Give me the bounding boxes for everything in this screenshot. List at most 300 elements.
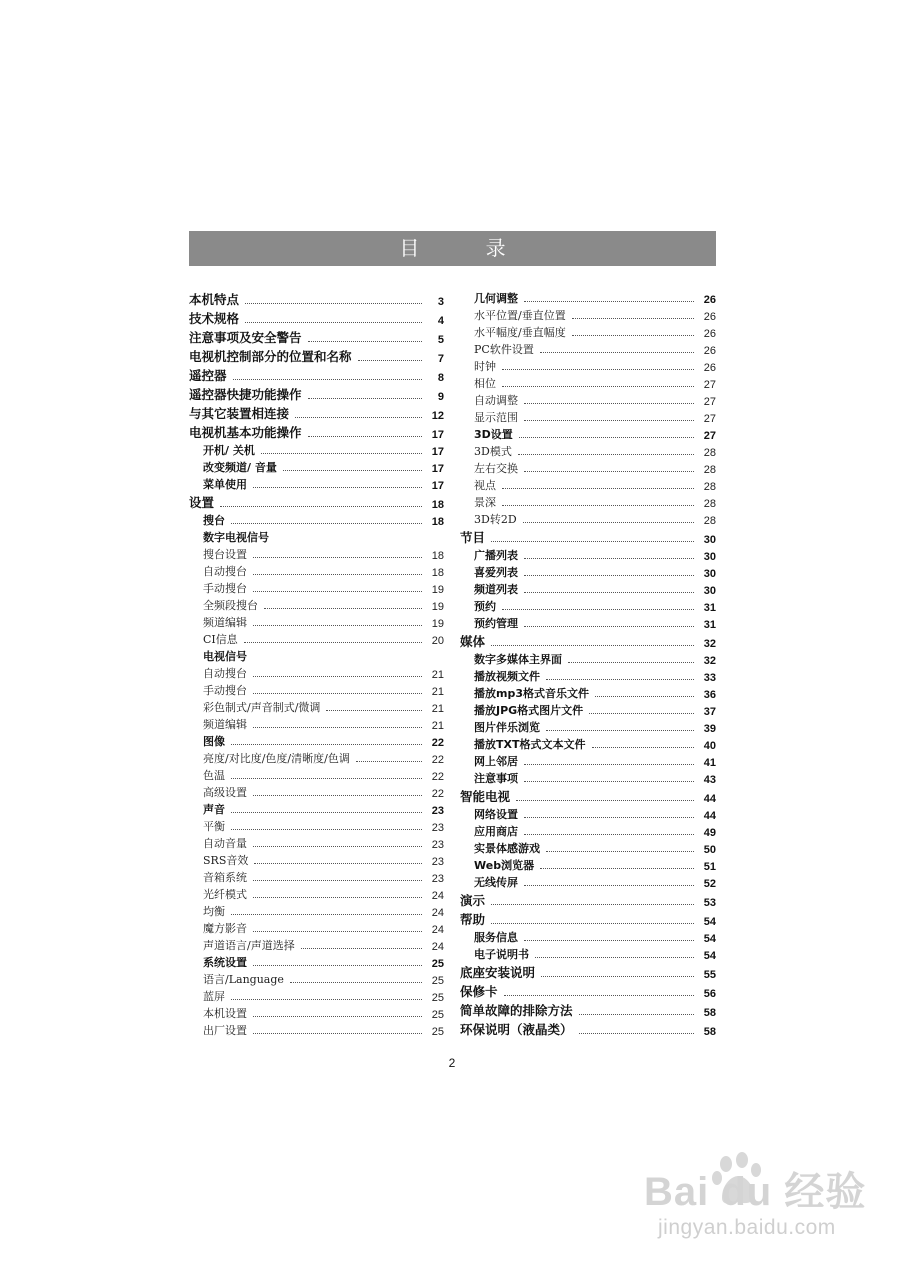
toc-leader-dots: [253, 964, 422, 966]
toc-entry-page: 44: [703, 793, 716, 805]
toc-entry: [189, 630, 444, 647]
toc-entry: [460, 340, 716, 357]
toc-leader-dots: [253, 845, 422, 847]
toc-entry-page: 43: [703, 774, 716, 786]
toc-entry-page: 23: [431, 822, 444, 834]
toc-entry-label: 播放视频文件: [474, 670, 540, 683]
toc-entry-page: 20: [431, 635, 444, 647]
toc-entry-label: 播放JPG格式图片文件: [474, 704, 584, 717]
toc-entry: [460, 459, 716, 476]
toc-entry-page: 32: [703, 655, 716, 667]
toc-entry: [189, 902, 444, 919]
toc-leader-dots: [301, 947, 422, 949]
toc-leader-dots: [308, 435, 422, 437]
toc-entry-label: 开机/ 关机: [203, 444, 255, 457]
toc-entry-label: 搜台: [203, 514, 225, 527]
toc-entry-page: 41: [703, 757, 716, 769]
toc-entry-page: 30: [703, 568, 716, 580]
toc-entry-label: CI信息: [203, 633, 238, 646]
toc-entry: [460, 493, 716, 510]
toc-entry: [189, 308, 444, 327]
toc-entry-page: 4: [437, 315, 444, 327]
toc-entry: [189, 783, 444, 800]
toc-leader-dots: [245, 321, 422, 323]
toc-entry: [189, 365, 444, 384]
toc-entry-label: 均衡: [203, 905, 225, 918]
toc-entry: [189, 613, 444, 630]
toc-entry: [460, 786, 716, 805]
toc-leader-dots: [572, 334, 694, 336]
toc-entry: [460, 614, 716, 631]
toc-entry: [460, 408, 716, 425]
toc-entry: [460, 822, 716, 839]
toc-entry-label: 电视机基本功能操作: [189, 425, 302, 440]
toc-leader-dots: [541, 975, 694, 977]
toc-entry-page: 5: [437, 334, 444, 346]
toc-leader-dots: [253, 1032, 422, 1034]
toc-leader-dots: [524, 574, 694, 576]
toc-entry-page: 23: [431, 839, 444, 851]
toc-leader-dots: [524, 884, 694, 886]
toc-entry-page: 55: [703, 969, 716, 981]
toc-entry-page: 21: [431, 703, 444, 715]
toc-entry-page: 23: [431, 805, 444, 817]
toc-entry-page: 31: [703, 602, 716, 614]
toc-entry: [460, 476, 716, 493]
toc-entry-label: 频道编辑: [203, 718, 247, 731]
toc-entry: [189, 475, 444, 492]
toc-entry-page: 54: [703, 933, 716, 945]
toc-entry-label: 本机特点: [189, 292, 240, 307]
toc-entry: [189, 681, 444, 698]
toc-entry-page: 23: [431, 873, 444, 885]
toc-entry: [189, 953, 444, 970]
toc-entry-page: 22: [431, 754, 444, 766]
toc-entry: [460, 289, 716, 306]
toc-leader-dots: [502, 368, 694, 370]
toc-entry-label: 环保说明（液晶类）: [460, 1022, 573, 1037]
toc-entry-label: 水平幅度/垂直幅度: [474, 326, 566, 339]
toc-leader-dots: [253, 624, 422, 626]
toc-entry-label: 注意事项: [474, 772, 518, 785]
toc-entry: [189, 987, 444, 1004]
toc-entry-label: 左右交换: [474, 462, 518, 475]
toc-entry-label: 保修卡: [460, 984, 498, 999]
toc-entry-label: 声道语言/声道选择: [203, 939, 295, 952]
toc-entry-label: 声音: [203, 803, 225, 816]
toc-entry-label: 网上邻居: [474, 755, 518, 768]
toc-entry: [189, 715, 444, 732]
toc-leader-dots: [491, 644, 694, 646]
toc-entry-page: 22: [431, 788, 444, 800]
toc-entry-page: 28: [703, 447, 716, 459]
toc-leader-dots: [491, 903, 694, 905]
toc-entry-label: 预约管理: [474, 617, 518, 630]
toc-leader-dots: [231, 811, 422, 813]
toc-entry-page: 49: [703, 827, 716, 839]
toc-leader-dots: [253, 659, 422, 660]
toc-entry: [460, 597, 716, 614]
toc-leader-dots: [524, 780, 694, 782]
toc-entry: [460, 684, 716, 701]
toc-entry-page: 30: [703, 551, 716, 563]
toc-entry: [189, 1021, 444, 1038]
toc-leader-dots: [290, 981, 422, 983]
toc-entry-label: 数字电视信号: [203, 531, 269, 544]
toc-leader-dots: [535, 956, 694, 958]
toc-entry: [460, 357, 716, 374]
toc-entry: [460, 306, 716, 323]
toc-leader-dots: [261, 452, 422, 454]
toc-entry-page: 23: [431, 856, 444, 868]
toc-leader-dots: [253, 573, 422, 575]
toc-entry: [189, 749, 444, 766]
toc-entry: [189, 885, 444, 902]
toc-entry-label: 智能电视: [460, 789, 511, 804]
toc-leader-dots: [491, 540, 694, 542]
toc-entry: [189, 511, 444, 528]
toc-entry: [460, 510, 716, 527]
toc-entry-label: 电视机控制部分的位置和名称: [189, 349, 352, 364]
toc-entry-page: 58: [703, 1026, 716, 1038]
toc-entry: [189, 492, 444, 511]
toc-header: [189, 231, 716, 266]
toc-entry-label: 自动调整: [474, 394, 518, 407]
toc-entry-label: 菜单使用: [203, 478, 247, 491]
toc-entry-page: 3: [437, 296, 444, 308]
toc-leader-dots: [546, 729, 694, 731]
toc-leader-dots: [568, 661, 694, 663]
toc-leader-dots: [524, 419, 694, 421]
toc-leader-dots: [540, 351, 694, 353]
toc-entry: [460, 909, 716, 928]
toc-entry-page: 25: [431, 992, 444, 1004]
toc-entry-label: 亮度/对比度/色度/清晰度/色调: [203, 752, 350, 765]
toc-entry-page: 19: [431, 584, 444, 596]
toc-entry-label: 遥控器快捷功能操作: [189, 387, 302, 402]
toc-entry-label: 注意事项及安全警告: [189, 330, 302, 345]
toc-entry-page: 28: [703, 481, 716, 493]
toc-entry-label: PC软件设置: [474, 343, 534, 356]
toc-entry-label: 系统设置: [203, 956, 247, 969]
toc-entry-page: 26: [703, 311, 716, 323]
toc-leader-dots: [523, 521, 694, 523]
toc-entry-page: 18: [431, 567, 444, 579]
toc-entry-page: 21: [431, 686, 444, 698]
toc-entry-page: 50: [703, 844, 716, 856]
toc-leader-dots: [524, 557, 694, 559]
toc-entry: [460, 962, 716, 981]
watermark-brand: Bai du 经验: [644, 1170, 867, 1214]
toc-entry-label: 出厂设置: [203, 1024, 247, 1037]
toc-entry-label: 服务信息: [474, 931, 518, 944]
toc-entry-label: 电子说明书: [474, 948, 529, 961]
toc-entry-label: Web浏览器: [474, 859, 535, 872]
toc-entry-page: 26: [703, 328, 716, 340]
toc-entry-page: 54: [703, 916, 716, 928]
toc-entry-label: 播放mp3格式音乐文件: [474, 687, 589, 700]
toc-entry: [460, 890, 716, 909]
toc-entry: [460, 856, 716, 873]
toc-entry-page: 25: [431, 1009, 444, 1021]
toc-leader-dots: [524, 625, 694, 627]
toc-entry: [460, 546, 716, 563]
toc-leader-dots: [518, 453, 694, 455]
toc-entry: [460, 1000, 716, 1019]
toc-entry-page: 28: [703, 498, 716, 510]
toc-entry: [460, 650, 716, 667]
toc-leader-dots: [502, 608, 694, 610]
toc-leader-dots: [233, 378, 422, 380]
toc-entry-label: 光纤模式: [203, 888, 247, 901]
toc-entry: [460, 981, 716, 1000]
toc-left-column: [189, 289, 444, 1038]
page-number: 2: [448, 1056, 456, 1070]
toc-title: 目 录: [399, 236, 536, 260]
toc-entry: [460, 945, 716, 962]
toc-entry-page: 30: [703, 585, 716, 597]
toc-entry: [460, 391, 716, 408]
toc-entry: [189, 732, 444, 749]
toc-entry-label: 设置: [189, 495, 215, 510]
toc-entry-page: 36: [703, 689, 716, 701]
baidu-jingyan-watermark: [640, 1150, 880, 1270]
toc-leader-dots: [579, 1013, 694, 1015]
toc-entry-page: 17: [431, 463, 444, 475]
toc-entry-label: 电视信号: [203, 650, 247, 663]
toc-entry-page: 39: [703, 723, 716, 735]
toc-entry: [189, 851, 444, 868]
toc-entry-page: 37: [703, 706, 716, 718]
toc-entry-page: 27: [703, 396, 716, 408]
toc-leader-dots: [254, 862, 422, 864]
toc-entry-label: 遥控器: [189, 368, 227, 383]
toc-entry: [189, 384, 444, 403]
toc-entry-label: 图像: [203, 735, 225, 748]
toc-entry-label: 图片伴乐浏览: [474, 721, 540, 734]
toc-entry-page: 7: [437, 353, 444, 365]
toc-entry: [189, 579, 444, 596]
toc-entry: [189, 766, 444, 783]
toc-leader-dots: [546, 678, 694, 680]
toc-leader-dots: [231, 522, 422, 524]
toc-entry: [189, 698, 444, 715]
toc-entry-page: 19: [431, 601, 444, 613]
toc-entry: [460, 735, 716, 752]
toc-leader-dots: [540, 867, 694, 869]
toc-entry-label: 显示范围: [474, 411, 518, 424]
toc-entry-page: 17: [431, 446, 444, 458]
toc-entry: [189, 817, 444, 834]
toc-entry: [460, 374, 716, 391]
toc-entry-label: 几何调整: [474, 292, 518, 305]
toc-entry: [189, 346, 444, 365]
toc-entry: [460, 1019, 716, 1038]
toc-leader-dots: [231, 828, 422, 830]
toc-entry-page: 9: [437, 391, 444, 403]
toc-entry-page: 12: [431, 410, 444, 422]
toc-entry: [460, 718, 716, 735]
toc-leader-dots: [579, 1032, 694, 1034]
toc-entry-label: 时钟: [474, 360, 496, 373]
toc-leader-dots: [589, 712, 694, 714]
toc-leader-dots: [244, 641, 422, 643]
toc-entry: [189, 834, 444, 851]
toc-entry: [460, 928, 716, 945]
toc-entry: [189, 528, 444, 545]
toc-entry: [460, 527, 716, 546]
toc-entry-page: 30: [703, 534, 716, 546]
toc-entry-page: 27: [703, 430, 716, 442]
toc-entry-page: 27: [703, 379, 716, 391]
toc-leader-dots: [275, 540, 422, 541]
toc-leader-dots: [502, 487, 694, 489]
toc-entry: [189, 800, 444, 817]
toc-entry-label: 实景体感游戏: [474, 842, 540, 855]
toc-entry-label: 广播列表: [474, 549, 518, 562]
toc-leader-dots: [253, 590, 422, 592]
toc-leader-dots: [595, 695, 694, 697]
toc-leader-dots: [572, 317, 694, 319]
toc-entry-page: 8: [437, 372, 444, 384]
toc-leader-dots: [283, 469, 422, 471]
toc-entry: [189, 562, 444, 579]
toc-leader-dots: [524, 402, 694, 404]
toc-entry-label: 平衡: [203, 820, 225, 833]
toc-entry-page: 22: [431, 737, 444, 749]
toc-entry: [460, 701, 716, 718]
toc-entry-label: 频道列表: [474, 583, 518, 596]
toc-entry-page: 32: [703, 638, 716, 650]
toc-entry-page: 18: [431, 516, 444, 528]
toc-entry-label: 相位: [474, 377, 496, 390]
toc-entry-page: 24: [431, 941, 444, 953]
toc-entry-label: 全频段搜台: [203, 599, 258, 612]
toc-entry-label: 媒体: [460, 634, 486, 649]
toc-leader-dots: [524, 470, 694, 472]
toc-leader-dots: [231, 777, 422, 779]
toc-entry-page: 26: [703, 345, 716, 357]
toc-leader-dots: [524, 763, 694, 765]
toc-entry-label: 搜台设置: [203, 548, 247, 561]
toc-entry-label: 简单故障的排除方法: [460, 1003, 573, 1018]
toc-entry-label: 高级设置: [203, 786, 247, 799]
toc-entry: [189, 422, 444, 441]
toc-entry: [460, 563, 716, 580]
toc-entry-page: 21: [431, 720, 444, 732]
toc-entry-label: 无线传屏: [474, 876, 518, 889]
toc-leader-dots: [356, 760, 422, 762]
toc-entry-label: 魔方影音: [203, 922, 247, 935]
toc-entry-label: 改变频道/ 音量: [203, 461, 277, 474]
toc-entry-page: 17: [431, 480, 444, 492]
toc-entry-page: 24: [431, 907, 444, 919]
toc-entry-label: 喜爱列表: [474, 566, 518, 579]
toc-entry-label: 3D转2D: [474, 513, 517, 526]
toc-leader-dots: [326, 709, 422, 711]
toc-entry-label: 3D设置: [474, 428, 513, 441]
toc-entry-page: 53: [703, 897, 716, 909]
toc-entry-page: 28: [703, 464, 716, 476]
toc-leader-dots: [253, 692, 422, 694]
toc-entry: [460, 667, 716, 684]
toc-entry: [460, 631, 716, 650]
toc-entry: [189, 1004, 444, 1021]
toc-entry-page: 25: [431, 958, 444, 970]
toc-entry: [460, 873, 716, 890]
toc-entry: [460, 752, 716, 769]
toc-entry-label: 自动音量: [203, 837, 247, 850]
toc-entry-label: 彩色制式/声音制式/微调: [203, 701, 321, 714]
toc-entry-label: 色温: [203, 769, 225, 782]
toc-entry-page: 18: [431, 550, 444, 562]
toc-leader-dots: [516, 799, 694, 801]
toc-leader-dots: [308, 340, 422, 342]
toc-entry-page: 33: [703, 672, 716, 684]
toc-leader-dots: [253, 556, 422, 558]
toc-entry-label: 视点: [474, 479, 496, 492]
toc-leader-dots: [253, 486, 422, 488]
toc-entry-page: 44: [703, 810, 716, 822]
toc-right-column: [460, 289, 716, 1038]
toc-entry-label: 自动搜台: [203, 565, 247, 578]
toc-entry-page: 26: [703, 362, 716, 374]
toc-entry-page: 21: [431, 669, 444, 681]
toc-entry: [460, 323, 716, 340]
toc-leader-dots: [220, 505, 422, 507]
toc-leader-dots: [231, 998, 422, 1000]
toc-entry-label: 水平位置/垂直位置: [474, 309, 566, 322]
toc-leader-dots: [253, 726, 422, 728]
toc-entry-label: 自动搜台: [203, 667, 247, 680]
toc-entry-label: 手动搜台: [203, 582, 247, 595]
toc-entry-page: 18: [431, 499, 444, 511]
toc-entry-label: 音箱系统: [203, 871, 247, 884]
toc-leader-dots: [253, 794, 422, 796]
toc-entry-page: 24: [431, 924, 444, 936]
toc-entry: [189, 289, 444, 308]
toc-leader-dots: [308, 397, 422, 399]
toc-leader-dots: [519, 436, 694, 438]
toc-entry-page: 17: [431, 429, 444, 441]
toc-leader-dots: [592, 746, 695, 748]
toc-entry: [189, 403, 444, 422]
toc-entry-label: 语言/Language: [203, 973, 284, 986]
toc-entry-label: 3D模式: [474, 445, 512, 458]
toc-entry-page: 22: [431, 771, 444, 783]
toc-entry: [189, 596, 444, 613]
toc-entry: [460, 769, 716, 786]
watermark-url: jingyan.baidu.com: [658, 1216, 836, 1239]
toc-entry: [189, 664, 444, 681]
toc-leader-dots: [253, 896, 422, 898]
toc-entry-label: 播放TXT格式文本文件: [474, 738, 586, 751]
toc-leader-dots: [504, 994, 694, 996]
toc-entry-page: 27: [703, 413, 716, 425]
toc-entry: [460, 425, 716, 442]
toc-leader-dots: [264, 607, 422, 609]
toc-entry-label: 节目: [460, 530, 486, 545]
toc-entry-label: 预约: [474, 600, 496, 613]
toc-entry: [189, 647, 444, 664]
toc-entry-label: 帮助: [460, 912, 486, 927]
toc-entry-page: 24: [431, 890, 444, 902]
toc-leader-dots: [546, 850, 694, 852]
toc-entry-label: SRS音效: [203, 854, 249, 867]
toc-leader-dots: [524, 816, 694, 818]
toc-entry-page: 25: [431, 1026, 444, 1038]
toc-leader-dots: [245, 302, 422, 304]
